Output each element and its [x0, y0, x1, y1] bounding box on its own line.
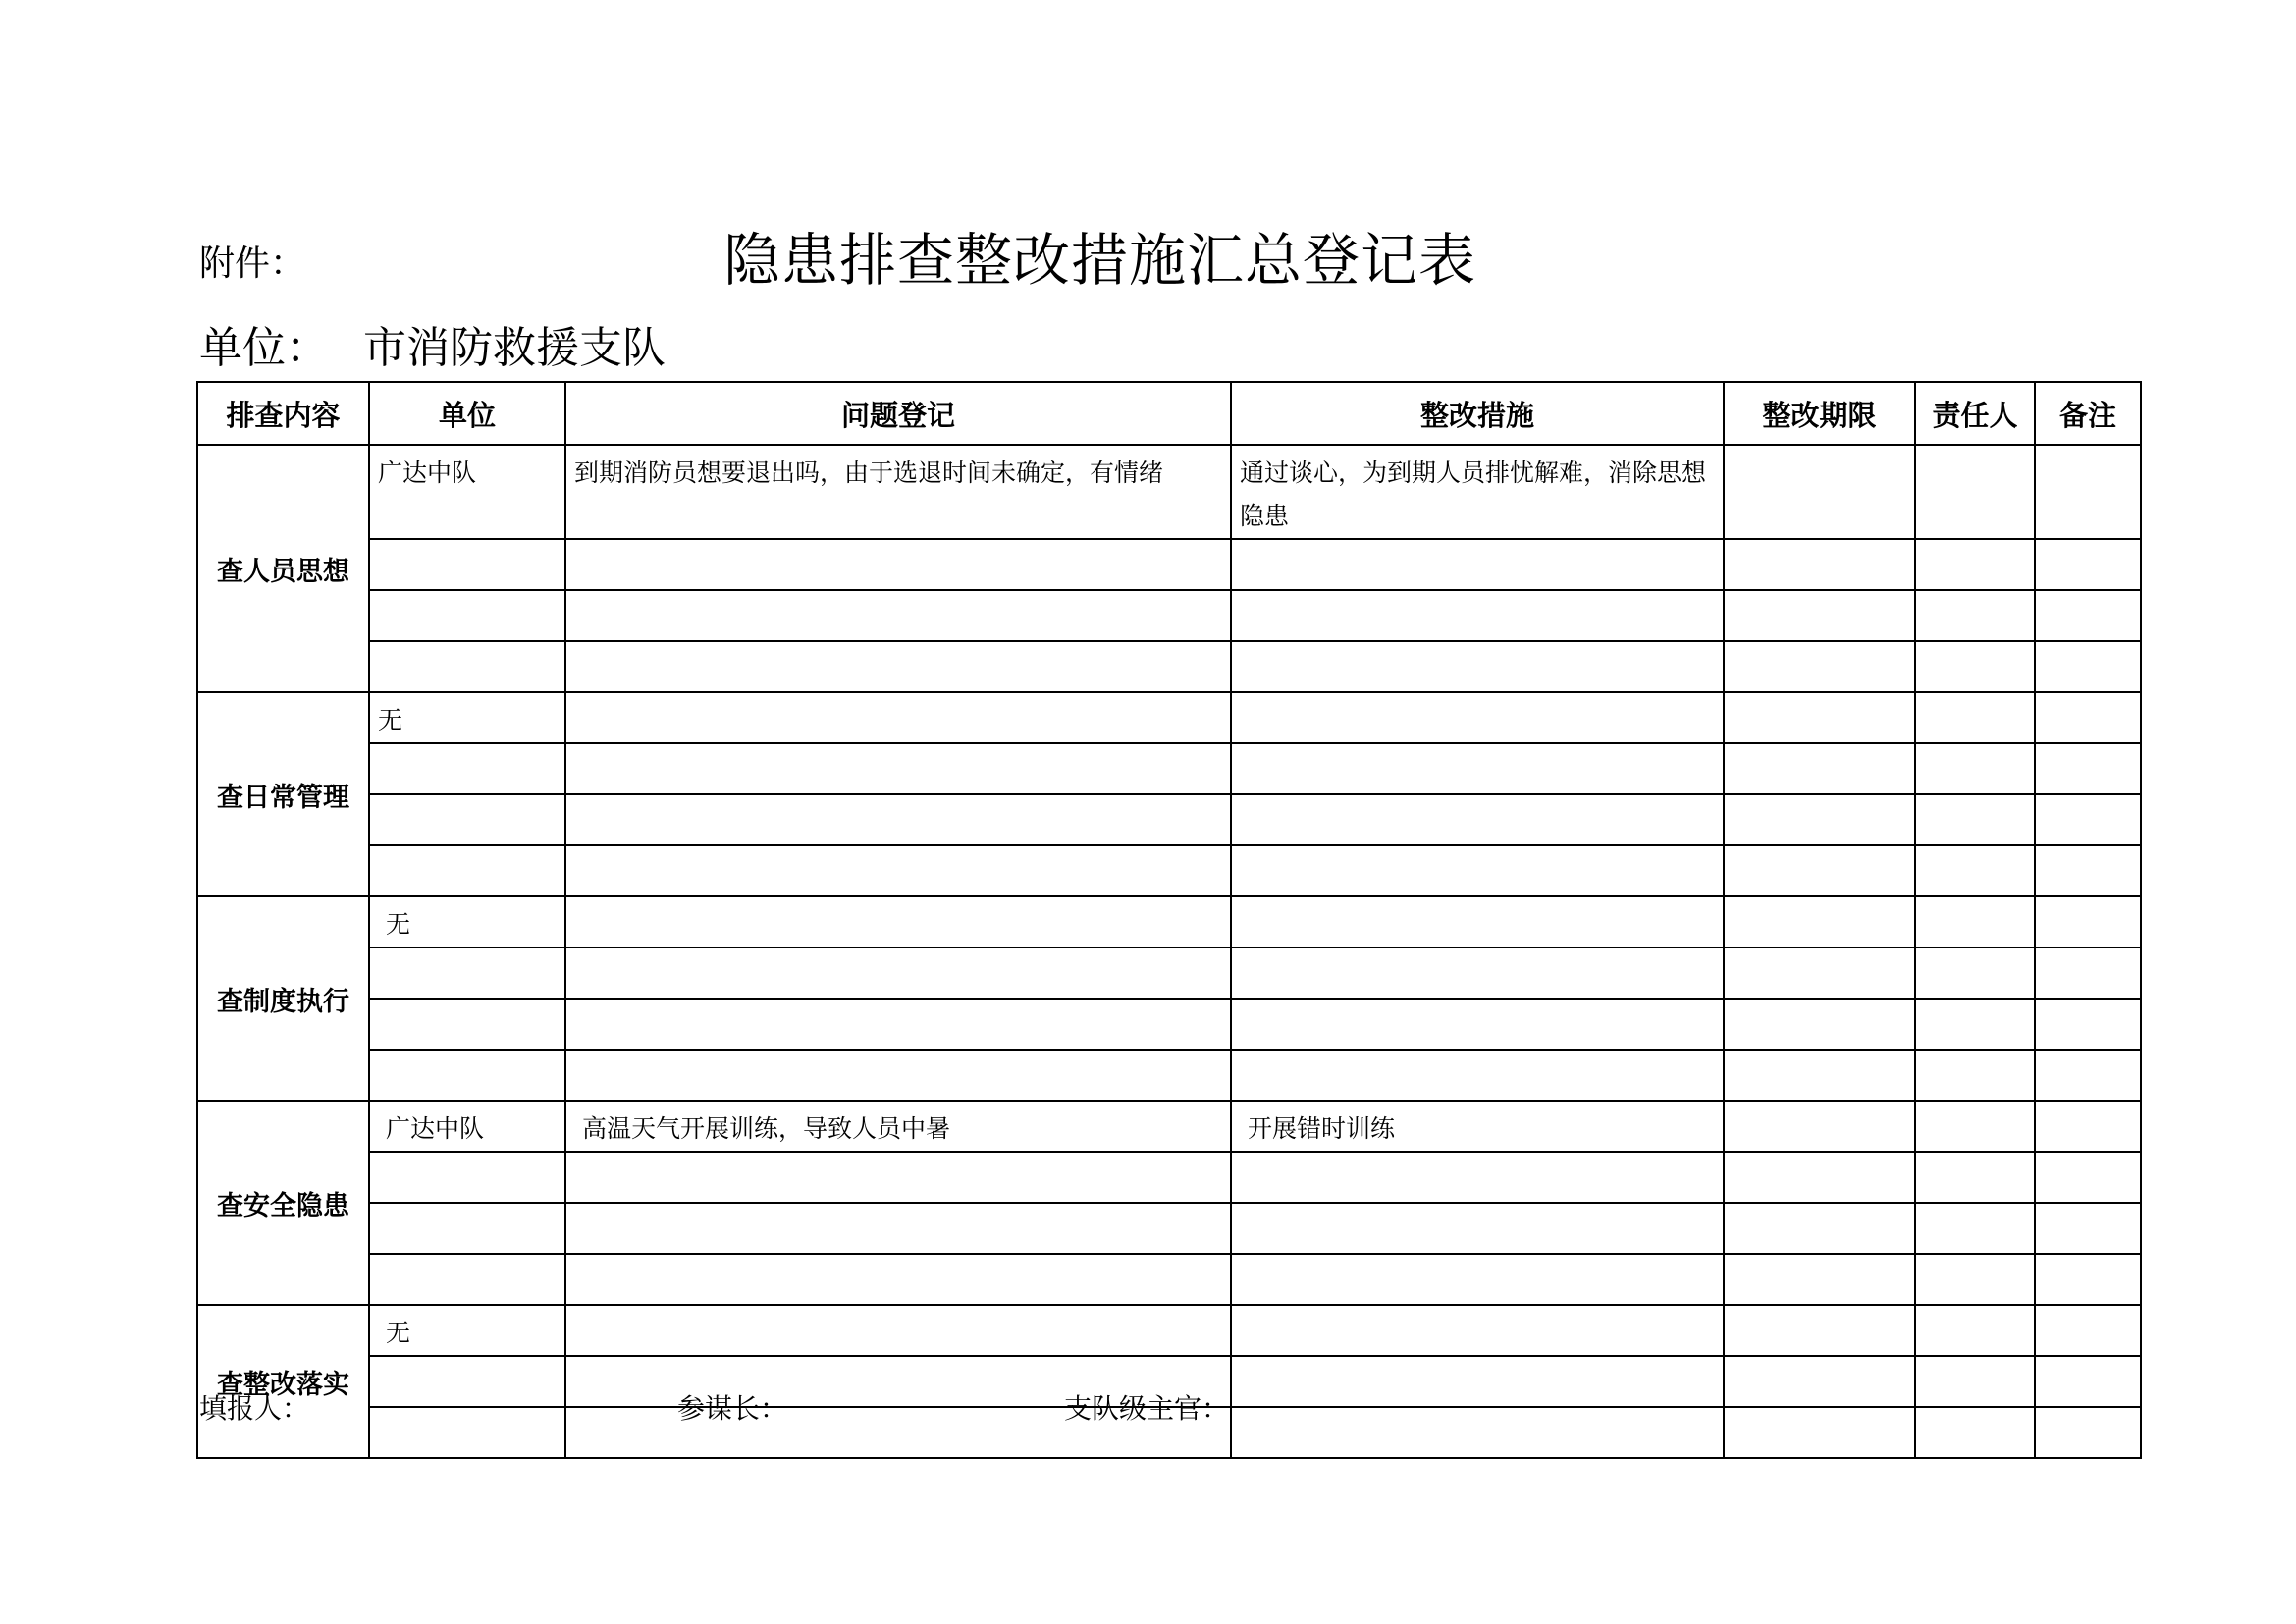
- deadline-cell: [1724, 539, 1915, 590]
- unit-cell: 无: [369, 692, 565, 743]
- issue-cell: [565, 896, 1231, 947]
- issue-cell: [565, 845, 1231, 896]
- deadline-cell: [1724, 692, 1915, 743]
- table-row: [197, 692, 2141, 743]
- table-row: [197, 1152, 2141, 1203]
- column-header: 整改期限: [1724, 382, 1915, 445]
- measure-cell: [1231, 1407, 1724, 1458]
- issue-cell: [565, 1305, 1231, 1356]
- deadline-cell: [1724, 1305, 1915, 1356]
- responsible-cell: [1915, 1152, 2035, 1203]
- remark-cell: [2035, 999, 2141, 1050]
- responsible-cell: [1915, 1203, 2035, 1254]
- responsible-cell: [1915, 947, 2035, 999]
- remark-cell: [2035, 743, 2141, 794]
- category-cell: 查整改落实: [197, 1305, 369, 1458]
- remark-cell: [2035, 1101, 2141, 1152]
- measure-cell: 开展错时训练: [1231, 1101, 1724, 1152]
- responsible-cell: [1915, 1407, 2035, 1458]
- issue-cell: [565, 692, 1231, 743]
- remark-cell: [2035, 641, 2141, 692]
- deadline-cell: [1724, 1101, 1915, 1152]
- responsible-cell: [1915, 999, 2035, 1050]
- responsible-cell: [1915, 590, 2035, 641]
- issue-cell: [565, 743, 1231, 794]
- table-row: [197, 896, 2141, 947]
- category-cell: 查日常管理: [197, 692, 369, 896]
- unit-cell: [369, 1356, 565, 1407]
- remark-cell: [2035, 590, 2141, 641]
- responsible-cell: [1915, 1050, 2035, 1101]
- unit-cell: 广达中队: [369, 445, 565, 539]
- attachment-label: 附件：: [199, 244, 306, 284]
- measure-cell: [1231, 896, 1724, 947]
- unit-cell: [369, 845, 565, 896]
- reporter-label: 填报人：: [199, 1392, 310, 1425]
- responsible-cell: [1915, 1254, 2035, 1305]
- remark-cell: [2035, 794, 2141, 845]
- category-cell: 查安全隐患: [197, 1101, 369, 1305]
- deadline-cell: [1724, 947, 1915, 999]
- unit-cell: [369, 539, 565, 590]
- remark-cell: [2035, 1356, 2141, 1407]
- measure-cell: [1231, 1050, 1724, 1101]
- measure-cell: [1231, 590, 1724, 641]
- category-cell: 查人员思想: [197, 445, 369, 692]
- remark-cell: [2035, 1203, 2141, 1254]
- responsible-cell: [1915, 539, 2035, 590]
- table-row: [197, 1203, 2141, 1254]
- deadline-cell: [1724, 743, 1915, 794]
- unit-cell: [369, 1152, 565, 1203]
- unit-cell: [369, 1050, 565, 1101]
- measure-cell: [1231, 539, 1724, 590]
- responsible-cell: [1915, 743, 2035, 794]
- chief-of-staff-label: 参谋长：: [677, 1392, 788, 1425]
- table-row: [197, 539, 2141, 590]
- issue-cell: [565, 947, 1231, 999]
- table-row: [197, 845, 2141, 896]
- remark-cell: [2035, 445, 2141, 539]
- remark-cell: [2035, 947, 2141, 999]
- table-row: [197, 999, 2141, 1050]
- issue-cell: [565, 539, 1231, 590]
- issue-cell: [565, 641, 1231, 692]
- remark-cell: [2035, 539, 2141, 590]
- table-row: [197, 1050, 2141, 1101]
- measure-cell: 通过谈心，为到期人员排忧解难，消除思想隐患: [1231, 445, 1724, 539]
- category-cell: 查制度执行: [197, 896, 369, 1101]
- measure-cell: [1231, 1152, 1724, 1203]
- issue-cell: [565, 794, 1231, 845]
- deadline-cell: [1724, 445, 1915, 539]
- table-row: [197, 1254, 2141, 1305]
- unit-label: 单位：: [199, 323, 329, 373]
- unit-cell: [369, 1203, 565, 1254]
- unit-cell: [369, 641, 565, 692]
- unit-value: 市消防救援支队: [363, 323, 666, 373]
- responsible-cell: [1915, 1356, 2035, 1407]
- deadline-cell: [1724, 1254, 1915, 1305]
- deadline-cell: [1724, 845, 1915, 896]
- table-header-row: [197, 382, 2141, 445]
- responsible-cell: [1915, 794, 2035, 845]
- measure-cell: [1231, 794, 1724, 845]
- table-row: [197, 794, 2141, 845]
- unit-cell: 无: [369, 896, 565, 947]
- table-row: [197, 445, 2141, 539]
- remark-cell: [2035, 1152, 2141, 1203]
- unit-cell: [369, 999, 565, 1050]
- remark-cell: [2035, 896, 2141, 947]
- measure-cell: [1231, 1356, 1724, 1407]
- issue-cell: [565, 1203, 1231, 1254]
- unit-cell: [369, 1407, 565, 1458]
- deadline-cell: [1724, 641, 1915, 692]
- responsible-cell: [1915, 445, 2035, 539]
- table-row: [197, 1101, 2141, 1152]
- responsible-cell: [1915, 896, 2035, 947]
- unit-cell: 广达中队: [369, 1101, 565, 1152]
- remark-cell: [2035, 1305, 2141, 1356]
- unit-cell: [369, 1254, 565, 1305]
- column-header: 责任人: [1915, 382, 2035, 445]
- responsible-cell: [1915, 845, 2035, 896]
- issue-cell: [565, 590, 1231, 641]
- table-row: [197, 590, 2141, 641]
- unit-cell: [369, 947, 565, 999]
- detachment-head-label: 支队级主官：: [1064, 1392, 1230, 1425]
- table-row: [197, 1305, 2141, 1356]
- measure-cell: [1231, 1305, 1724, 1356]
- issue-cell: [565, 1050, 1231, 1101]
- unit-cell: [369, 590, 565, 641]
- measure-cell: [1231, 1254, 1724, 1305]
- issue-cell: [565, 1152, 1231, 1203]
- issue-cell: 高温天气开展训练，导致人员中暑: [565, 1101, 1231, 1152]
- deadline-cell: [1724, 1203, 1915, 1254]
- registration-table: [196, 381, 2142, 1459]
- remark-cell: [2035, 1407, 2141, 1458]
- deadline-cell: [1724, 896, 1915, 947]
- deadline-cell: [1724, 590, 1915, 641]
- measure-cell: [1231, 641, 1724, 692]
- table-row: [197, 947, 2141, 999]
- remark-cell: [2035, 845, 2141, 896]
- deadline-cell: [1724, 999, 1915, 1050]
- column-header: 备注: [2035, 382, 2141, 445]
- column-header: 排查内容: [197, 382, 369, 445]
- unit-cell: 无: [369, 1305, 565, 1356]
- remark-cell: [2035, 1254, 2141, 1305]
- column-header: 问题登记: [565, 382, 1231, 445]
- issue-cell: [565, 1254, 1231, 1305]
- deadline-cell: [1724, 1152, 1915, 1203]
- deadline-cell: [1724, 1407, 1915, 1458]
- table-row: [197, 743, 2141, 794]
- responsible-cell: [1915, 692, 2035, 743]
- responsible-cell: [1915, 641, 2035, 692]
- column-header: 单位: [369, 382, 565, 445]
- measure-cell: [1231, 947, 1724, 999]
- responsible-cell: [1915, 1305, 2035, 1356]
- issue-cell: [565, 999, 1231, 1050]
- measure-cell: [1231, 743, 1724, 794]
- measure-cell: [1231, 692, 1724, 743]
- unit-cell: [369, 743, 565, 794]
- table-row: [197, 641, 2141, 692]
- column-header: 整改措施: [1231, 382, 1724, 445]
- issue-cell: 到期消防员想要退出吗，由于选退时间未确定，有情绪: [565, 445, 1231, 539]
- measure-cell: [1231, 845, 1724, 896]
- measure-cell: [1231, 999, 1724, 1050]
- remark-cell: [2035, 692, 2141, 743]
- responsible-cell: [1915, 1101, 2035, 1152]
- deadline-cell: [1724, 794, 1915, 845]
- unit-cell: [369, 794, 565, 845]
- remark-cell: [2035, 1050, 2141, 1101]
- measure-cell: [1231, 1203, 1724, 1254]
- page-title: 隐患排查整改措施汇总登记表: [723, 227, 1477, 294]
- deadline-cell: [1724, 1356, 1915, 1407]
- deadline-cell: [1724, 1050, 1915, 1101]
